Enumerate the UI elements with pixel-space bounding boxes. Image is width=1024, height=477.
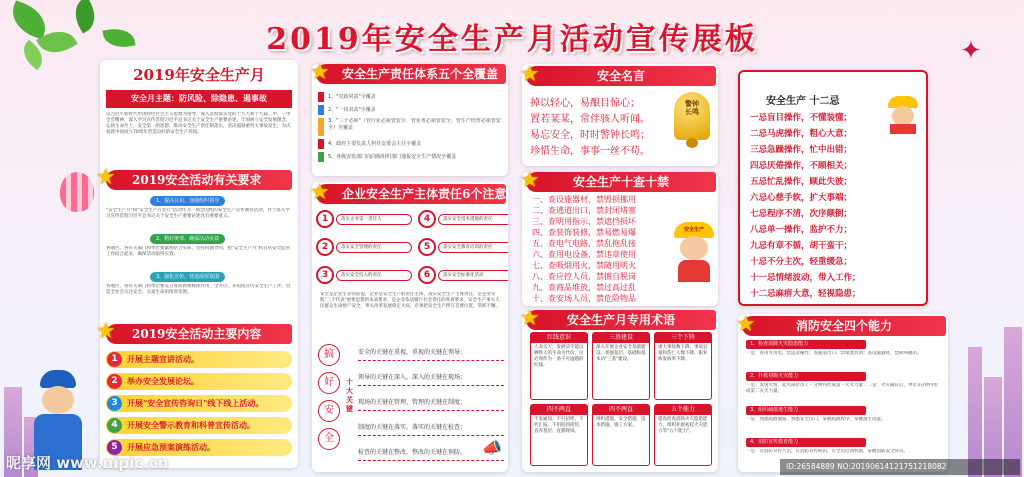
term-title: 三个下降 — [655, 333, 711, 343]
note-2 — [316, 236, 414, 258]
content-item-text: 开展安全警示教育和科普宣传活动。 — [127, 421, 255, 430]
content-item-text: 开展主题宣讲活动。 — [127, 355, 199, 364]
term-text: 深入开展企业安全基础建设，加强基层、基础和基本功"三基"建设。 — [596, 345, 646, 362]
bell-text: 警钟长鸣 — [685, 100, 699, 116]
fire-ability-bar-4: 4、消防宣传教育能力 — [746, 438, 866, 447]
fire-ability-text-2: 一是：发现火情，起火部位员工一分钟内形成第一灭火力量；二是：火灾确认后，单位3分钟内形成第二灭火力量。 — [746, 383, 938, 394]
sub-pill-2: 2、精好统筹、确保活动实效 — [150, 234, 225, 244]
sub-pill-1: 1、提高认识、加强组织领导 — [150, 196, 225, 206]
key-line: 安全的关键在重视，重视的关键在领导； — [358, 346, 504, 361]
star-icon: ★ — [520, 168, 540, 193]
content-item-1 — [106, 351, 292, 368]
responsibility-paragraph: 安全是企业生存的前提，企业是安全生产的责任主体。落实安全生产主体责任，是企业实践"三个代表"重要思想的本质要求，是企业依法履行社会责任的客观要求。安全生产事关人民群众生命财产安全，事关改革发展稳定大局，必须把安全生产摆在首要位置，常抓不懈。 — [320, 292, 500, 309]
term-card — [530, 332, 588, 400]
quotes-header: 安全名言 — [526, 66, 716, 86]
mascot-hat-text: 安全生产 — [674, 222, 714, 238]
note-text: 落实安全教育培训的责任 — [438, 242, 508, 253]
safety-mascot-icon — [674, 222, 714, 282]
watermark-left: 昵享网 www.nipic.cn — [6, 454, 169, 472]
key-label-column — [318, 344, 344, 464]
check-line: 四、查装饰装修，禁易燃易爆 — [532, 228, 636, 237]
note-num: 4 — [418, 210, 436, 228]
taboos-mascot-icon — [886, 96, 920, 134]
taboo-line: 一忌盲目操作，不懂装懂； — [750, 113, 853, 123]
cover-item-2: 2、"一岗双责"全覆盖 — [318, 105, 502, 115]
note-3 — [316, 264, 414, 286]
fire-ability-bar-1: 1、检查消除火灾隐患能力 — [746, 340, 866, 349]
star-icon: ★ — [736, 312, 756, 337]
six-notes-panel — [312, 182, 508, 472]
key-label-char: 全 — [318, 428, 340, 450]
note-text: 落实安全投入的责任 — [336, 270, 412, 281]
note-text: 落实安全标准化活动 — [438, 270, 508, 281]
term-card — [592, 404, 650, 466]
section-content-header: 2019安全活动主要内容 — [106, 324, 292, 344]
sub-pill-3: 3、强化宣传、营造浓厚氛围 — [150, 272, 225, 282]
content-item-num: 2 — [107, 374, 122, 389]
taboo-line: 十二忌麻痹大意，轻视隐患； — [750, 289, 861, 299]
taboos-list — [750, 110, 890, 302]
taboo-line: 四忌厌倦操作，不顾相关； — [750, 161, 853, 171]
taboo-line: 五忌忙乱操作，顾此失彼； — [750, 177, 853, 187]
quotes-list — [530, 96, 656, 160]
note-num: 6 — [418, 266, 436, 284]
taboo-line: 十忌不分主次，轻重缓急； — [750, 257, 853, 267]
responsibility-header: 安全生产责任体系五个全覆盖 — [316, 64, 506, 84]
key-line: 现场的关键在管理，管理的关键在制度； — [358, 396, 504, 411]
fire-ability-bar-2: 2、扑救初级火灾能力 — [746, 372, 866, 381]
term-title: 红线意识 — [531, 333, 587, 343]
term-card — [530, 404, 588, 466]
term-card — [592, 332, 650, 400]
star-icon: ★ — [520, 62, 540, 87]
terms-header: 安全生产月专用术语 — [526, 310, 716, 330]
megaphone-icon: 📣 — [482, 438, 502, 457]
key-line: 检查的关键在整改，整改的关键在预防。 — [358, 446, 504, 461]
watermark-right: ID:26584889 NO:20190614121751218082 — [780, 459, 1020, 475]
taboo-line: 八忌单一操作，监护不力； — [750, 225, 853, 235]
six-notes-header: 企业安全生产主体责任6个注意 — [316, 184, 506, 204]
taboo-line: 三忌急躁操作，忙中出错； — [750, 145, 853, 155]
sub-text-2: 各地区、各有关部门和单位要紧密结合实际，坚持问题导向，把"安全生产月"和日常安全监管工作结合起来，确保活动取得实效。 — [106, 246, 291, 257]
content-item-text: 开展应急预案演练活动。 — [127, 443, 215, 452]
key-label-char: 搞 — [318, 344, 340, 366]
term-text: 组织措施、安全措施、技术措施、施工方案。 — [596, 417, 646, 428]
fire-ability-text-3: 一是：熟悉疏散通道，熟悉安全出口，掌握疏散程序，掌握逃生技能。 — [746, 417, 886, 422]
note-num: 3 — [316, 266, 334, 284]
term-card — [654, 332, 712, 400]
sub-text-1: "安全生产月"和"安全生产万里行"活动作为一项全国性的安全生产宣传教育活动，对于深入学习宣传贯彻习近平总书记关于安全生产重要论述具有重要意义。 — [106, 208, 290, 219]
note-5 — [418, 236, 508, 258]
bell-icon — [672, 86, 712, 152]
term-text: 重大事故数下降、事故总量和伤亡人数下降、职业病发病率下降。 — [658, 345, 708, 362]
content-item-3 — [106, 395, 292, 412]
left-panel — [100, 60, 298, 468]
fire-ability-text-4: 一是：有消防宣传人员，有消防宣传标识，有全员培训机制，掌握消防安全常识。 — [746, 449, 908, 454]
fire-safety-header: 消防安全四个能力 — [742, 316, 946, 336]
note-text: 落实企业第一责任人 — [336, 214, 412, 225]
balloon-icon — [60, 172, 94, 212]
note-1 — [316, 208, 414, 230]
content-item-num: 1 — [107, 352, 122, 367]
key-side-label: 十大关键 — [346, 378, 353, 413]
theme-banner: 安全月主题：防风险、除隐患、遏事故 — [106, 90, 292, 108]
taboo-line: 十一忌情绪波动，带入工作； — [750, 273, 861, 283]
note-6 — [418, 264, 508, 286]
cover-item-4: 4、政府主要负责人担任安委会主任全覆盖 — [318, 139, 502, 149]
content-item-text: 举办安全发展论坛。 — [127, 377, 199, 386]
content-item-2 — [106, 373, 292, 390]
cover-item-5: 5、各级安监部门向同级组织部门通报安全生产情况全覆盖 — [318, 152, 502, 162]
star-icon: ★ — [96, 165, 116, 190]
fire-ability-bar-3: 3、组织疏散逃生能力 — [746, 406, 866, 415]
taboo-line: 九忌有章不循，胡干蛮干； — [750, 241, 853, 251]
cover-item-1: 1、"党政同责"全覆盖 — [318, 92, 502, 102]
check-line: 二、查逃道出口，禁封闭堵塞 — [532, 206, 636, 215]
sub-text-3: 各地区、各有关部门和单位要充分发挥新闻媒体作用，全方位、多角度宣传安全生产工作，营造全社会关注安全、关爱生命的浓厚氛围。 — [106, 284, 291, 295]
check-line: 十、查安场人员，禁危险物品 — [532, 294, 636, 303]
key-label-char: 好 — [318, 372, 340, 394]
star-icon: ★ — [310, 180, 330, 205]
content-item-num: 5 — [107, 440, 122, 455]
check-line: 一、查设施器材，禁毁损挪用 — [532, 195, 636, 204]
note-4 — [418, 208, 508, 230]
content-item-num: 4 — [107, 418, 122, 433]
quote-line: 易忘安全，时时警钟长鸣； — [530, 130, 650, 141]
check-line: 八、查应控人员，禁擅自脱岗 — [532, 272, 636, 281]
note-text: 落实安全管理的责任 — [336, 242, 412, 253]
term-text: 不发通知、不打招呼、不听汇报、不用陪同接待，直奔基层、直插现场。 — [534, 417, 584, 434]
taboo-line: 七忌程序不清，次序颠倒； — [750, 209, 853, 219]
fire-safety-panel — [738, 314, 948, 472]
taboo-line: 六忌心慈手软，扩大事端； — [750, 193, 853, 203]
check-line: 七、查吸烟用火，禁随用明火 — [532, 261, 636, 270]
section-requirements-header: 2019安全活动有关要求 — [106, 170, 292, 190]
taboo-line: 二忌马虎操作，粗心大意； — [750, 129, 853, 139]
quote-line: 掉以轻心，易酿目惊心； — [530, 98, 640, 109]
term-title: 四不两直 — [531, 405, 587, 415]
note-num: 5 — [418, 238, 436, 256]
check-line: 三、查明用指示，禁遮挡损坏 — [532, 217, 636, 226]
check-line: 五、查电气电路，禁乱拖乱接 — [532, 239, 636, 248]
note-text: 落实安全技术措施的责任 — [438, 214, 508, 225]
term-card — [654, 404, 712, 466]
content-item-4 — [106, 417, 292, 434]
taboos-heading: 安全生产 十二忌 — [766, 96, 840, 107]
bird-icon: ✦ — [960, 36, 982, 66]
ten-checks-header: 安全生产十查十禁 — [526, 172, 716, 192]
content-item-num: 3 — [107, 396, 122, 411]
quote-line: 珍惜生命，事事一丝不苟。 — [530, 146, 650, 157]
star-icon: ★ — [310, 60, 330, 85]
key-line: 制度的关键在落实，落实的关键在检查； — [358, 421, 504, 436]
term-title: 五个能力 — [655, 405, 711, 415]
star-icon: ★ — [520, 306, 540, 331]
term-text: 人命关天，发展决不能以牺牲人的生命为代价，这必须作为一条不可逾越的红线。 — [534, 345, 584, 368]
fire-ability-text-1: 一是：查用火用电，禁违章操作；查通道出口，禁堵塞封闭；查设施器材，禁损坏挪用。 — [746, 351, 922, 356]
term-title: 四不两直 — [593, 405, 649, 415]
twelve-taboos-panel — [738, 70, 928, 306]
check-line: 九、查商品堆放，禁过高过乱 — [532, 283, 636, 292]
cover-item-3: 3、"三个必须"（管行业必须管安全、管业务必须管安全、管生产经营必须管安全）全覆盖 — [318, 118, 502, 136]
terms-panel — [522, 312, 718, 472]
quote-line: 置若某某，常伴骇人听闻。 — [530, 114, 650, 125]
key-label-char: 安 — [318, 400, 340, 422]
left-heading: 2019年安全生产月 — [133, 66, 265, 84]
page-title: 2019年安全生产月活动宣传展板 — [266, 22, 758, 57]
content-item-text: 开展"安全宣传咨询日"线下线上活动。 — [127, 399, 264, 408]
star-icon: ★ — [96, 319, 116, 344]
ten-checks-panel — [520, 168, 718, 306]
note-num: 2 — [316, 238, 334, 256]
term-title: 三基建设 — [593, 333, 649, 343]
note-num: 1 — [316, 210, 334, 228]
term-text: 提高检查消除火灾隐患能力、组织扑救初起火灾能力等"五个能力"。 — [658, 417, 708, 434]
checks-list — [532, 194, 672, 304]
check-line: 六、查用电设备，禁违章使用 — [532, 250, 636, 259]
intro-text: 以习近平新时代中国特色社会主义思想为指导，深入贯彻落实党的十九大和十九届二中、三中全会精神，深入学习宣传贯彻习近平总书记关于安全生产重要论述，牢固树立安全发展理念，弘扬生命至上、安全第一的思想，推动安全生产责任制落实，坚决遏制重特大事故发生，为庆祝新中国成立70周年营造良好的安全生产环境。 — [106, 112, 291, 135]
key-line: 领导的关键在深入，深入的关键在现场； — [358, 371, 504, 386]
